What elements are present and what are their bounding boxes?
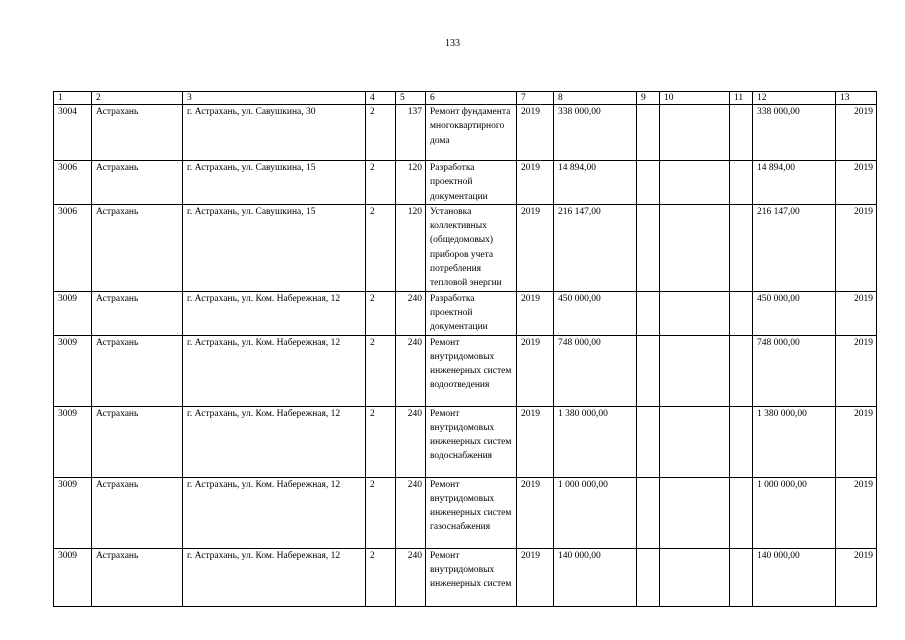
cell-work-type: Разработка проектной документации [426,291,517,335]
cell-col-4: 2 [366,406,396,477]
column-number: 1 [54,92,92,105]
cell-col-5: 120 [396,204,426,291]
table-body [54,92,877,607]
table-row [54,335,877,406]
column-number-row [54,92,877,105]
column-number: 3 [183,92,366,105]
cell-col-4: 2 [366,335,396,406]
table-row [54,548,877,606]
cell-work-type: Ремонт внутридомовых инженерных систем водоотведения [426,335,517,406]
cell-house-id: 3009 [54,335,92,406]
cell-year: 2019 [517,548,554,606]
cell-col-9 [637,548,660,606]
cell-address: г. Астрахань, ул. Савушкина, 15 [183,161,366,205]
table-row [54,291,877,335]
table-row [54,477,877,548]
cell-municipality: Астрахань [92,291,183,335]
column-number: 13 [836,92,877,105]
column-number: 2 [92,92,183,105]
cell-cost: 338 000,00 [554,105,637,161]
cell-cost: 140 000,00 [554,548,637,606]
cell-col-4: 2 [366,105,396,161]
cell-address: г. Астрахань, ул. Савушкина, 30 [183,105,366,161]
cell-cost: 14 894,00 [554,161,637,205]
cell-address: г. Астрахань, ул. Ком. Набережная, 12 [183,335,366,406]
cell-total-cost: 1 000 000,00 [753,477,836,548]
cell-cost: 748 000,00 [554,335,637,406]
cell-cost: 1 380 000,00 [554,406,637,477]
cell-col-5: 240 [396,548,426,606]
cell-work-type: Ремонт внутридомовых инженерных систем газоснабжения [426,477,517,548]
cell-total-cost: 450 000,00 [753,291,836,335]
cell-total-cost: 216 147,00 [753,204,836,291]
cell-col-9 [637,477,660,548]
cell-house-id: 3009 [54,477,92,548]
cell-col-10 [660,204,730,291]
cell-completion-year: 2019 [836,335,877,406]
cell-col-10 [660,105,730,161]
cell-completion-year: 2019 [836,477,877,548]
cell-work-type: Ремонт фундамента многоквартирного дома [426,105,517,161]
cell-cost: 450 000,00 [554,291,637,335]
cell-completion-year: 2019 [836,291,877,335]
cell-municipality: Астрахань [92,105,183,161]
cell-municipality: Астрахань [92,335,183,406]
cell-total-cost: 140 000,00 [753,548,836,606]
cell-address: г. Астрахань, ул. Ком. Набережная, 12 [183,477,366,548]
cell-total-cost: 1 380 000,00 [753,406,836,477]
table-row [54,406,877,477]
cell-col-4: 2 [366,204,396,291]
column-number: 9 [637,92,660,105]
cell-completion-year: 2019 [836,204,877,291]
column-number: 11 [730,92,753,105]
cell-col-10 [660,335,730,406]
cell-work-type: Разработка проектной документации [426,161,517,205]
cell-house-id: 3004 [54,105,92,161]
cell-col-10 [660,477,730,548]
cell-col-4: 2 [366,548,396,606]
cell-year: 2019 [517,477,554,548]
page-number: 133 [445,38,460,49]
cell-work-type: Установка коллективных (общедомовых) приборов учета потребления тепловой энергии [426,204,517,291]
table-row [54,105,877,161]
cell-municipality: Астрахань [92,477,183,548]
cell-col-9 [637,161,660,205]
cell-col-10 [660,161,730,205]
cell-municipality: Астрахань [92,204,183,291]
cell-address: г. Астрахань, ул. Ком. Набережная, 12 [183,291,366,335]
cell-col-5: 240 [396,335,426,406]
column-number: 7 [517,92,554,105]
table-row [54,204,877,291]
cell-col-11 [730,335,753,406]
cell-col-11 [730,477,753,548]
cell-year: 2019 [517,335,554,406]
cell-year: 2019 [517,406,554,477]
cell-col-5: 120 [396,161,426,205]
column-number: 12 [753,92,836,105]
cell-col-9 [637,406,660,477]
cell-col-5: 137 [396,105,426,161]
cell-completion-year: 2019 [836,548,877,606]
cell-address: г. Астрахань, ул. Ком. Набережная, 12 [183,548,366,606]
cell-col-11 [730,204,753,291]
cell-completion-year: 2019 [836,406,877,477]
cell-completion-year: 2019 [836,161,877,205]
cell-col-5: 240 [396,291,426,335]
cell-year: 2019 [517,291,554,335]
cell-col-4: 2 [366,291,396,335]
column-number: 6 [426,92,517,105]
cell-col-9 [637,335,660,406]
cell-house-id: 3009 [54,406,92,477]
cell-total-cost: 748 000,00 [753,335,836,406]
cell-col-4: 2 [366,161,396,205]
cell-col-10 [660,291,730,335]
cell-completion-year: 2019 [836,105,877,161]
cell-col-9 [637,204,660,291]
cell-house-id: 3009 [54,548,92,606]
cell-col-5: 240 [396,406,426,477]
cell-year: 2019 [517,161,554,205]
cell-municipality: Астрахань [92,548,183,606]
cell-col-11 [730,291,753,335]
cell-address: г. Астрахань, ул. Савушкина, 15 [183,204,366,291]
cell-house-id: 3006 [54,161,92,205]
cell-col-11 [730,105,753,161]
cell-col-11 [730,548,753,606]
cell-total-cost: 14 894,00 [753,161,836,205]
cell-cost: 1 000 000,00 [554,477,637,548]
cell-house-id: 3009 [54,291,92,335]
cell-municipality: Астрахань [92,406,183,477]
cell-work-type: Ремонт внутридомовых инженерных систем водоснабжения [426,406,517,477]
cell-col-9 [637,105,660,161]
column-number: 10 [660,92,730,105]
cell-year: 2019 [517,204,554,291]
column-number: 8 [554,92,637,105]
register-table [53,91,877,607]
cell-col-10 [660,548,730,606]
cell-municipality: Астрахань [92,161,183,205]
column-number: 5 [396,92,426,105]
cell-total-cost: 338 000,00 [753,105,836,161]
cell-col-11 [730,406,753,477]
cell-work-type: Ремонт внутридомовых инженерных систем [426,548,517,606]
cell-cost: 216 147,00 [554,204,637,291]
cell-col-10 [660,406,730,477]
cell-col-4: 2 [366,477,396,548]
cell-col-11 [730,161,753,205]
column-number: 4 [366,92,396,105]
cell-house-id: 3006 [54,204,92,291]
cell-col-9 [637,291,660,335]
cell-year: 2019 [517,105,554,161]
cell-address: г. Астрахань, ул. Ком. Набережная, 12 [183,406,366,477]
table-row [54,161,877,205]
cell-col-5: 240 [396,477,426,548]
